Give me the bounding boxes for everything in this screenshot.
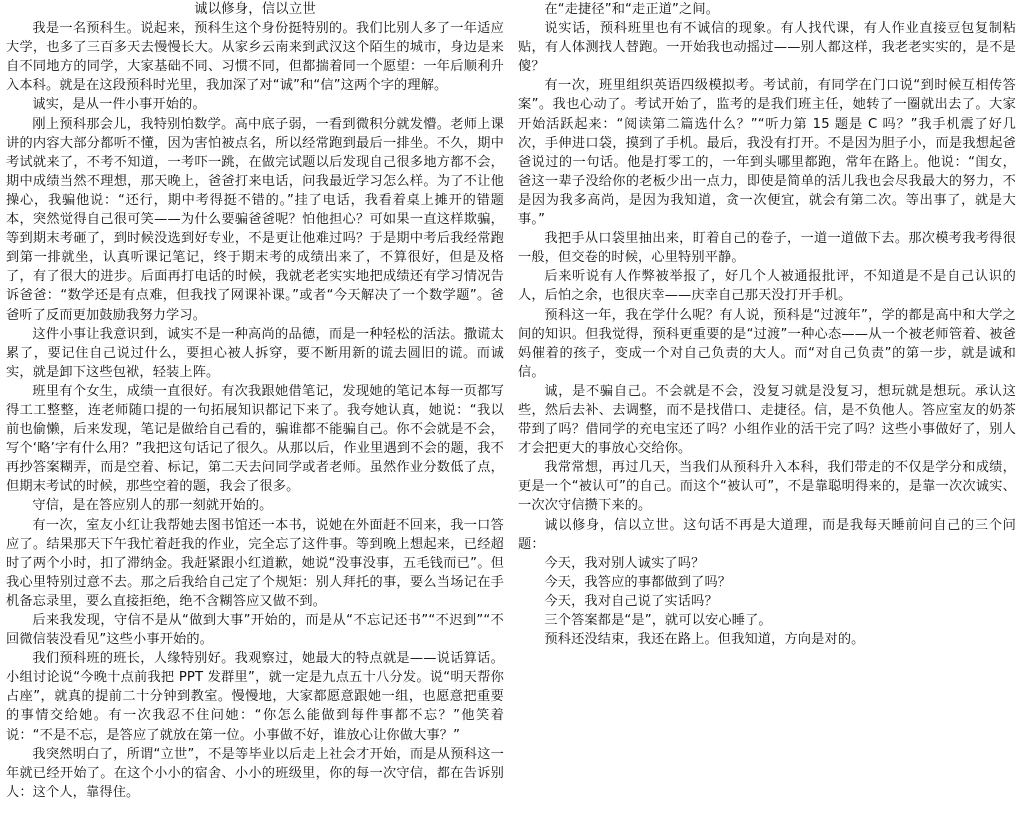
paragraph: 刚上预科那会儿，我特别怕数学。高中底子弱，一看到微积分就发懵。老师上课讲的内容大部分都听不懂，因为害怕被点名，所以经常跑到最后一排坐。不久，期中考试就来了，不考不知道，一考吓一跳，在做完试题以后发现自己很多地方都不会，期中成绩当然不理想，那天晚上，爸爸打来电话，问我最近学习怎么样。为了不让他操心，我骗他说：“还行，期中考得挺不错的。”挂了电话，我看着桌上摊开的错题本，突然觉得自己很可笑——为什么要骗爸爸呢？怕他担心？可如果一直这样欺骗，等到期末考砸了，到时候没选到好专业，不是更让他难过吗？于是期中考后我经常跑到第一排就坐，认真听课记笔记，终于期末考的成绩出来了，不算很好，但是及格了，有了很大的进步。后面再打电话的时候，我就老老实实地把成绩还有学习情况告诉爸爸：“数学还是有点难，但我找了网课补课。”或者“今天解决了一个数学题”。爸爸听了反而更加鼓励我努力学习。 — [6, 116, 504, 323]
paragraph: 诚，是不骗自己。不会就是不会，没复习就是没复习，想玩就是想玩。承认这些，然后去补、去调整，而不是找借口、走捷径。信，是不负他人。答应室友的奶茶带到了吗？借同学的充电宝还了吗？小组作业的活干完了吗？这些小事做好了，别人才会把更大的事放心交给你。 — [518, 383, 1016, 457]
paragraph: 诚以修身，信以立世。这句话不再是大道理，而是我每天睡前问自己的三个问题： — [518, 517, 1016, 552]
paragraph: 有一次，班里组织英语四级模拟考。考试前，有同学在门口说“到时候互相传答案”。我也心动了。考试开始了，监考的是我们班主任，她转了一圈就出去了。大家开始活跃起来：“阅读第二篇选什么？”“听力第 15 题是 C 吗？”我手机震了好几次，手伸进口袋，摸到了手机。最后，我没有打开。不是因为胆子小，而是我想起爸爸说过的一句话。他是打零工的，一年到头哪里都跑，常年在路上。他说：“闺女，爸这一辈子没给你的老板少出一点力，即使是简单的活儿我也会尽我最大的努力，不是因为我多高尚，是因为我知道，贪一次便宜，就会有第二次。等出事了，就是大事。” — [518, 78, 1016, 228]
reflection-question: 今天，我对自己说了实话吗？ — [544, 593, 718, 609]
paragraph: 守信，是在答应别人的那一刻就开始的。 — [32, 498, 273, 514]
paragraph: 我常常想，再过几天，当我们从预科升入本科，我们带走的不仅是学分和成绩，更是一个“被认可”的自己。而这个“被认可”，不是靠聪明得来的，是靠一次次诚实、一次次守信攒下来的。 — [518, 460, 1016, 514]
paragraph: 预科这一年，我在学什么呢？有人说，预科是“过渡年”，学的都是高中和大学之间的知识。但我觉得，预科更重要的是“过渡”一种心态——从一个被老师管着、被爸妈催着的孩子，变成一个对自己负责的大人。而“对自己负责”的第一步，就是诚和信。 — [518, 307, 1016, 380]
paragraph: 我是一名预科生。说起来，预科生这个身份挺特别的。我们比别人多了一年适应大学，也多了三百多天去慢慢长大。从家乡云南来到武汉这个陌生的城市，身边是来自不同地方的同学，大家基础不同、习惯不同，但都揣着同一个愿望：一年后顺利升入本科。就是在这段预科时光里，我加深了对“诚”和“信”这两个字的理解。 — [6, 21, 504, 94]
paragraph: 我突然明白了，所谓“立世”，不是等毕业以后走上社会才开始，而是从预科这一年就已经开始了。在这个小小的宿舍、小小的班级里，你的每一次守信，都在告诉别人：这个人，靠得住。 — [6, 746, 504, 800]
reflection-question: 今天，我答应的事都做到了吗？ — [544, 574, 732, 590]
paragraph: 后来我发现，守信不是从“做到大事”开始的，而是从“不忘记还书”“不迟到”“不回微信装没看见”这些小事开始的。 — [6, 613, 504, 648]
paragraph: 后来听说有人作弊被举报了，好几个人被通报批评，不知道是不是自己认识的人，后怕之余，也很庆幸——庆幸自己那天没打开手机。 — [518, 269, 1016, 304]
paragraph: 诚实，是从一件小事开始的。 — [32, 97, 206, 113]
essay-title: 诚以修身，信以立世 — [194, 2, 316, 17]
section-heading: 在“走捷径”和“走正道”之间。 — [544, 2, 720, 17]
reflection-question: 今天，我对别人诚实了吗？ — [544, 555, 705, 571]
paragraph: 我们预科班的班长，人缘特别好。我观察过，她最大的特点就是——说话算话。小组讨论说“今晚十点前我把 PPT 发群里”，就一定是九点五十八分发。说“明天帮你占座”，就真的提前二十分钟到教室。慢慢地，大家都愿意跟她一组，也愿意把重要的事情交给她。有一次我忍不住问她：“你怎么能做到每件事都不忘？”他笑着说：“不是不忘，是答应了就放在第一位。小事做不好，谁放心让你做大事？” — [6, 651, 504, 743]
paragraph: 班里有个女生，成绩一直很好。有次我跟她借笔记，发现她的笔记本每一页都写得工工整整，连老师随口提的一句拓展知识都记下来了。我夸她认真，她说：“我以前也偷懒，后来发现，笔记是做给自己看的，骗谁都不能骗自己。你不会就是不会，写个‘略’字有什么用？”我把这句话记了很久。从那以后，作业里遇到不会的题，我不再抄答案糊弄，而是空着、标记，第二天去问同学或者老师。虽然作业分数低了点，但期末考试的时候，那些空着的题，我会了很多。 — [6, 383, 504, 495]
paragraph: 说实话，预科班里也有不诚信的现象。有人找代课，有人作业直接豆包复制粘贴，有人体测找人替跑。一开始我也动摇过——别人都这样，我老老实实的，是不是傻？ — [518, 21, 1016, 75]
closing-line: 三个答案都是“是”，就可以安心睡了。 — [544, 613, 772, 628]
closing-line: 预科还没结束，我还在路上。但我知道，方向是对的。 — [544, 632, 865, 648]
right-column — [518, 0, 1016, 649]
paragraph: 我把手从口袋里抽出来，盯着自己的卷子，一道一道做下去。那次模考我考得很一般，但交卷的时候，心里特别平静。 — [518, 231, 1016, 266]
left-column — [6, 0, 504, 802]
paragraph: 这件小事让我意识到，诚实不是一种高尚的品德，而是一种轻松的活法。撒谎太累了，要记住自己说过什么，要担心被人拆穿，要不断用新的谎去圆旧的谎。而诚实，就是卸下这些包袱，轻装上阵。 — [6, 326, 504, 380]
paragraph: 有一次，室友小红让我帮她去图书馆还一本书，说她在外面赶不回来，我一口答应了。结果那天下午我忙着赶我的作业，完全忘了这件事。等到晚上想起来，已经超时了两个小时，扣了滞纳金。我赶紧跟小红道歉，她说“没事没事，五毛钱而已”。但我心里特别过意不去。那之后我给自己定了个规矩：别人拜托的事，要么当场记在手机备忘录里，要么直接拒绝，绝不含糊答应又做不到。 — [6, 517, 504, 609]
